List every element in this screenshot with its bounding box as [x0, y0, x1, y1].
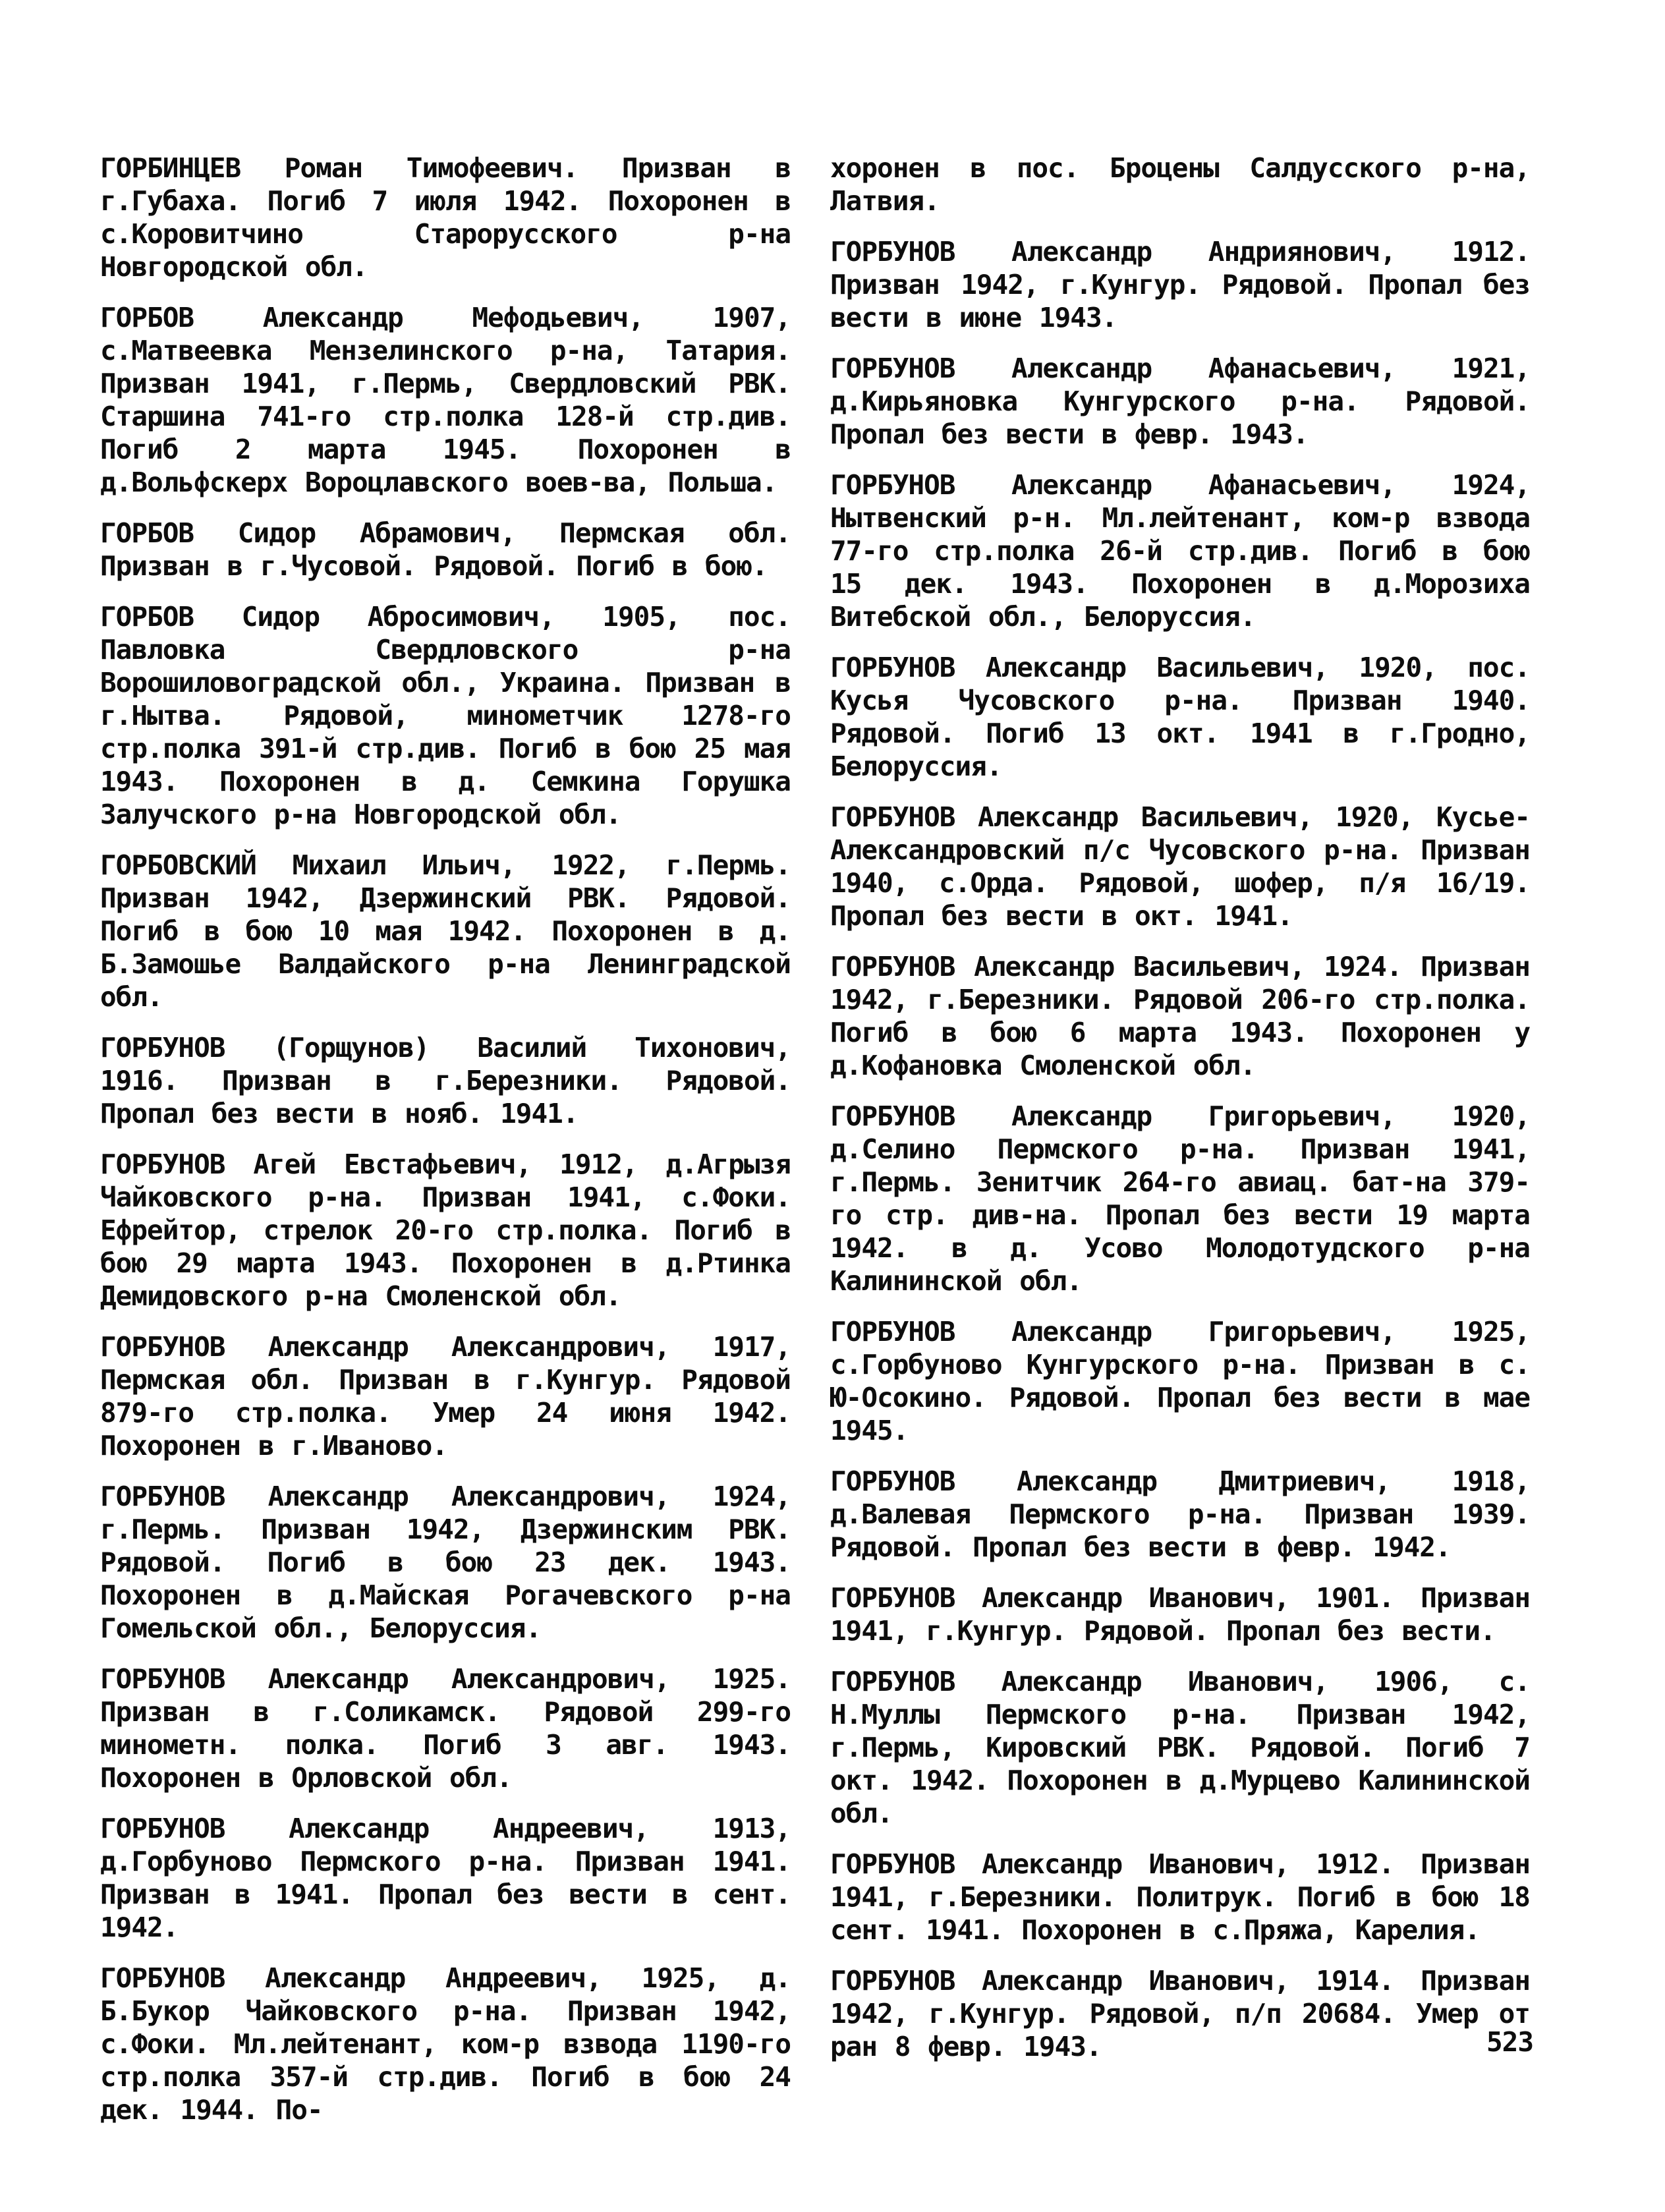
- memorial-entry: ГОРБОВ Сидор Абрамович, Пермская обл. Призван в г.Чусовой. Рядовой. Погиб в бою.: [100, 517, 791, 582]
- memorial-entry: ГОРБУНОВ Агей Евстафьевич, 1912, д.Агрызя Чайковского р-на. Призван 1941, с.Фоки. Ефрейтор, стрелок 20-го стр.полка. Погиб в бою 29 марта 1943. Похоронен в д.Ртинка Демидовского р-на Смоленской обл.: [100, 1149, 791, 1312]
- page-number: 523: [1486, 2026, 1534, 2058]
- left-column: [100, 152, 791, 2144]
- memorial-entry: ГОРБУНОВ Александр Иванович, 1906, с. Н.Муллы Пермского р-на. Призван 1942, г.Пермь, Кировский РВК. Рядовой. Погиб 7 окт. 1942. Похоронен в д.Мурцево Калининской обл.: [830, 1666, 1530, 1829]
- memorial-entry: ГОРБУНОВ Александр Иванович, 1912. Призван 1941, г.Березники. Политрук. Погиб в бою 18 сент. 1941. Похоронен в с.Пряжа, Карелия.: [830, 1848, 1530, 1946]
- memorial-entry: ГОРБОВСКИЙ Михаил Ильич, 1922, г.Пермь. Призван 1942, Дзержинский РВК. Рядовой. Погиб в бою 10 мая 1942. Похоронен в д. Б.Замошье Валдайского р-на Ленинградской обл.: [100, 849, 791, 1013]
- memorial-entry: ГОРБИНЦЕВ Роман Тимофеевич. Призван в г.Губаха. Погиб 7 июля 1942. Похоронен в с.Коровитчино Старорусского р-на Новгородской обл.: [100, 152, 791, 283]
- memorial-entry: ГОРБУНОВ Александр Александрович, 1925. Призван в г.Соликамск. Рядовой 299-го минометн. полка. Погиб 3 авг. 1943. Похоронен в Орловской обл.: [100, 1663, 791, 1794]
- memorial-entry: ГОРБОВ Сидор Абросимович, 1905, пос. Павловка Свердловского р-на Ворошиловоградской обл., Украина. Призван в г.Нытва. Рядовой, минометчик 1278-го стр.полка 391-й стр.див. Погиб в бою 25 мая 1943. Похоронен в д. Семкина Горушка Залучского р-на Новгородской обл.: [100, 601, 791, 830]
- memorial-entry: ГОРБУНОВ Александр Васильевич, 1920, Кусье-Александровский п/с Чусовского р-на. Призван 1940, с.Орда. Рядовой, шофер, п/я 16/19. Пропал без вести в окт. 1941.: [830, 801, 1530, 932]
- memorial-entry-continuation: хоронен в пос. Броцены Салдусского р-на, Латвия.: [830, 152, 1530, 217]
- memorial-entry: ГОРБУНОВ Александр Александрович, 1917, Пермская обл. Призван в г.Кунгур. Рядовой 879-го стр.полка. Умер 24 июня 1942. Похоронен в г.Иваново.: [100, 1331, 791, 1461]
- memorial-entry: ГОРБУНОВ Александр Дмитриевич, 1918, д.Валевая Пермского р-на. Призван 1939. Рядовой. Пропал без вести в февр. 1942.: [830, 1465, 1530, 1563]
- memorial-entry: ГОРБУНОВ Александр Григорьевич, 1920, д.Селино Пермского р-на. Призван 1941, г.Пермь. Зенитчик 264-го авиац. бат-на 379-го стр. див-на. Пропал без вести 19 марта 1942. в д. Усово Молодотудского р-на Калининской обл.: [830, 1100, 1530, 1297]
- memorial-entry: ГОРБУНОВ Александр Григорьевич, 1925, с.Горбуново Кунгурского р-на. Призван в с. Ю-Осокино. Рядовой. Пропал без вести в мае 1945.: [830, 1316, 1530, 1446]
- memorial-entry: ГОРБОВ Александр Мефодьевич, 1907, с.Матвеевка Мензелинского р-на, Татария. Призван 1941, г.Пермь, Свердловский РВК. Старшина 741-го стр.полка 128-й стр.див. Погиб 2 марта 1945. Похоронен в д.Вольфскерх Вороцлавского воев-ва, Польша.: [100, 302, 791, 498]
- memorial-entry: ГОРБУНОВ Александр Иванович, 1914. Призван 1942, г.Кунгур. Рядовой, п/п 20684. Умер от ран 8 февр. 1943.: [830, 1965, 1530, 2062]
- memorial-entry: ГОРБУНОВ Александр Александрович, 1924, г.Пермь. Призван 1942, Дзержинским РВК. Рядовой. Погиб в бою 23 дек. 1943. Похоронен в д.Майская Рогачевского р-на Гомельской обл., Белоруссия.: [100, 1481, 791, 1644]
- memorial-entry: ГОРБУНОВ (Горщунов) Василий Тихонович, 1916. Призван в г.Березники. Рядовой. Пропал без вести в нояб. 1941.: [100, 1032, 791, 1129]
- memorial-entry: ГОРБУНОВ Александр Васильевич, 1924. Призван 1942, г.Березники. Рядовой 206-го стр.полка. Погиб в бою 6 марта 1943. Похоронен у д.Кофановка Смоленской обл.: [830, 951, 1530, 1081]
- memorial-entry: ГОРБУНОВ Александр Иванович, 1901. Призван 1941, г.Кунгур. Рядовой. Пропал без вести.: [830, 1582, 1530, 1647]
- memorial-entry: ГОРБУНОВ Александр Андреевич, 1925, д. Б.Букор Чайковского р-на. Призван 1942, с.Фоки. Мл.лейтенант, ком-р взвода 1190-го стр.полка 357-й стр.див. Погиб в бою 24 дек. 1944. По-: [100, 1962, 791, 2126]
- memorial-entry: ГОРБУНОВ Александр Васильевич, 1920, пос. Кусья Чусовского р-на. Призван 1940. Рядовой. Погиб 13 окт. 1941 в г.Гродно, Белоруссия.: [830, 652, 1530, 782]
- memorial-entry: ГОРБУНОВ Александр Андриянович, 1912. Призван 1942, г.Кунгур. Рядовой. Пропал без вести в июне 1943.: [830, 236, 1530, 333]
- memorial-entry: ГОРБУНОВ Александр Андреевич, 1913, д.Горбуново Пермского р-на. Призван 1941. Призван в 1941. Пропал без вести в сент. 1942.: [100, 1813, 791, 1943]
- memorial-entry: ГОРБУНОВ Александр Афанасьевич, 1924, Нытвенский р-н. Мл.лейтенант, ком-р взвода 77-го стр.полка 26-й стр.див. Погиб в бою 15 дек. 1943. Похоронен в д.Морозиха Витебской обл., Белоруссия.: [830, 469, 1530, 633]
- right-column: [830, 152, 1530, 2081]
- memorial-entry: ГОРБУНОВ Александр Афанасьевич, 1921, д.Кирьяновка Кунгурского р-на. Рядовой. Пропал без вести в февр. 1943.: [830, 353, 1530, 450]
